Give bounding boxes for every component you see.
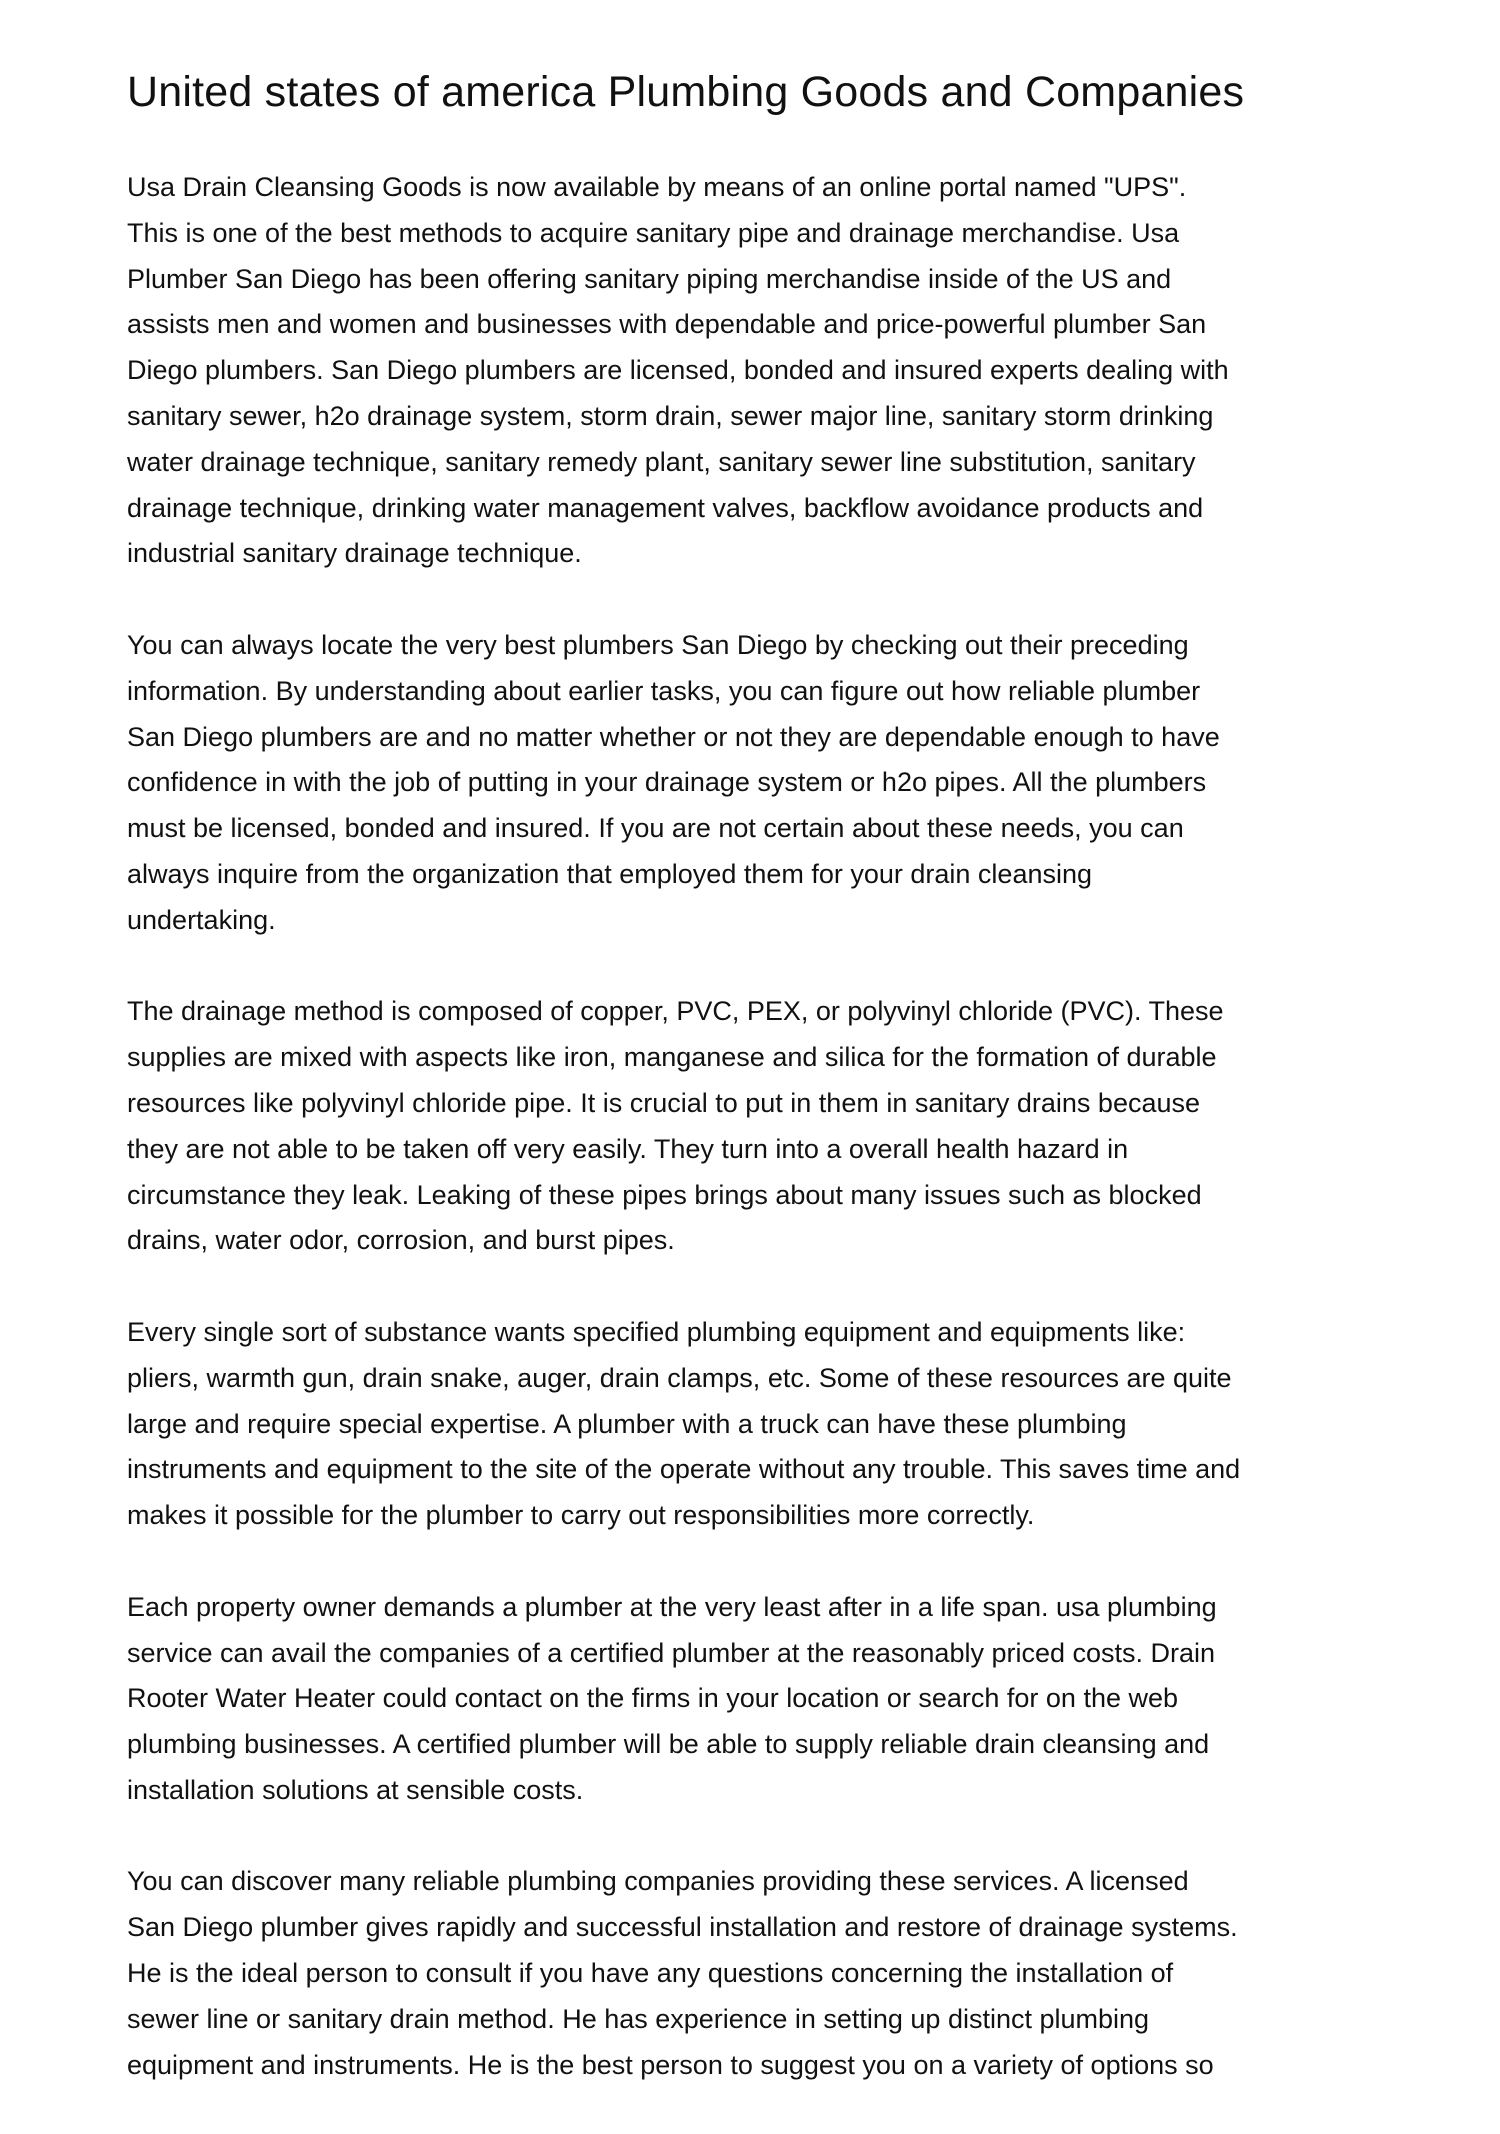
text-line: He is the ideal person to consult if you have any questions concerning the installation of bbox=[127, 1958, 1174, 1989]
text-line: Every single sort of substance wants specified plumbing equipment and equipments like: bbox=[127, 1316, 1186, 1347]
text-line: installation solutions at sensible costs. bbox=[127, 1774, 584, 1805]
paragraph bbox=[127, 1310, 1387, 1539]
text-line: water drainage technique, sanitary remedy plant, sanitary sewer line substitution, sanitary bbox=[127, 446, 1196, 477]
text-line: large and require special expertise. A plumber with a truck can have these plumbing bbox=[127, 1408, 1127, 1439]
text-line: equipment and instruments. He is the best person to suggest you on a variety of options so bbox=[127, 2049, 1214, 2080]
text-line: industrial sanitary drainage technique. bbox=[127, 538, 582, 569]
text-line: service can avail the companies of a certified plumber at the reasonably priced costs. Drain bbox=[127, 1637, 1216, 1668]
text-line: You can always locate the very best plumbers San Diego by checking out their preceding bbox=[127, 629, 1189, 660]
text-line: You can discover many reliable plumbing companies providing these services. A licensed bbox=[127, 1866, 1189, 1897]
text-line: circumstance they leak. Leaking of these pipes brings about many issues such as blocked bbox=[127, 1179, 1202, 1210]
text-line: pliers, warmth gun, drain snake, auger, drain clamps, etc. Some of these resources are quite bbox=[127, 1362, 1232, 1393]
text-line: instruments and equipment to the site of the operate without any trouble. This saves time and bbox=[127, 1454, 1241, 1485]
page-title: United states of america Plumbing Goods and Companies bbox=[127, 68, 1245, 116]
text-line: assists men and women and businesses with dependable and price-powerful plumber San bbox=[127, 309, 1207, 340]
paragraph bbox=[127, 165, 1387, 577]
text-line: sanitary sewer, h2o drainage system, storm drain, sewer major line, sanitary storm drinking bbox=[127, 400, 1214, 431]
text-line: must be licensed, bonded and insured. If you are not certain about these needs, you can bbox=[127, 813, 1184, 844]
text-line: drains, water odor, corrosion, and burst pipes. bbox=[127, 1225, 675, 1256]
text-line: they are not able to be taken off very easily. They turn into a overall health hazard in bbox=[127, 1133, 1129, 1164]
text-line: plumbing businesses. A certified plumber will be able to supply reliable drain cleansing and bbox=[127, 1729, 1210, 1760]
text-line: Usa Drain Cleansing Goods is now available by means of an online portal named "UPS". bbox=[127, 172, 1187, 202]
text-line: drainage technique, drinking water management valves, backflow avoidance products and bbox=[127, 492, 1204, 523]
text-line: undertaking. bbox=[127, 904, 276, 935]
text-line: Diego plumbers. San Diego plumbers are licensed, bonded and insured experts dealing with bbox=[127, 355, 1229, 386]
text-line: information. By understanding about earlier tasks, you can figure out how reliable plumber bbox=[127, 675, 1201, 706]
text-line: Rooter Water Heater could contact on the firms in your location or search for on the web bbox=[127, 1683, 1179, 1714]
paragraph bbox=[127, 1859, 1387, 2088]
paragraph bbox=[127, 1585, 1387, 1814]
text-line: This is one of the best methods to acquire sanitary pipe and drainage merchandise. Usa bbox=[127, 217, 1180, 248]
paragraph bbox=[127, 623, 1387, 944]
text-line: confidence in with the job of putting in your drainage system or h2o pipes. All the plumbers bbox=[127, 767, 1207, 798]
text-line: Each property owner demands a plumber at the very least after in a life span. usa plumbing bbox=[127, 1591, 1217, 1622]
text-line: sewer line or sanitary drain method. He has experience in setting up distinct plumbing bbox=[127, 2003, 1150, 2034]
text-line: supplies are mixed with aspects like iron, manganese and silica for the formation of durable bbox=[127, 1042, 1217, 1073]
text-line: Plumber San Diego has been offering sanitary piping merchandise inside of the US and bbox=[127, 263, 1172, 294]
text-line: always inquire from the organization that employed them for your drain cleansing bbox=[127, 858, 1093, 889]
text-line: resources like polyvinyl chloride pipe. It is crucial to put in them in sanitary drains because bbox=[127, 1087, 1201, 1118]
article-body bbox=[127, 165, 1387, 2134]
text-line: San Diego plumbers are and no matter whether or not they are dependable enough to have bbox=[127, 721, 1220, 752]
text-line: The drainage method is composed of copper, PVC, PEX, or polyvinyl chloride (PVC). These bbox=[127, 996, 1224, 1027]
text-line: makes it possible for the plumber to carry out responsibilities more correctly. bbox=[127, 1500, 1035, 1531]
paragraph bbox=[127, 989, 1387, 1264]
text-line: San Diego plumber gives rapidly and successful installation and restore of drainage systems. bbox=[127, 1912, 1238, 1943]
